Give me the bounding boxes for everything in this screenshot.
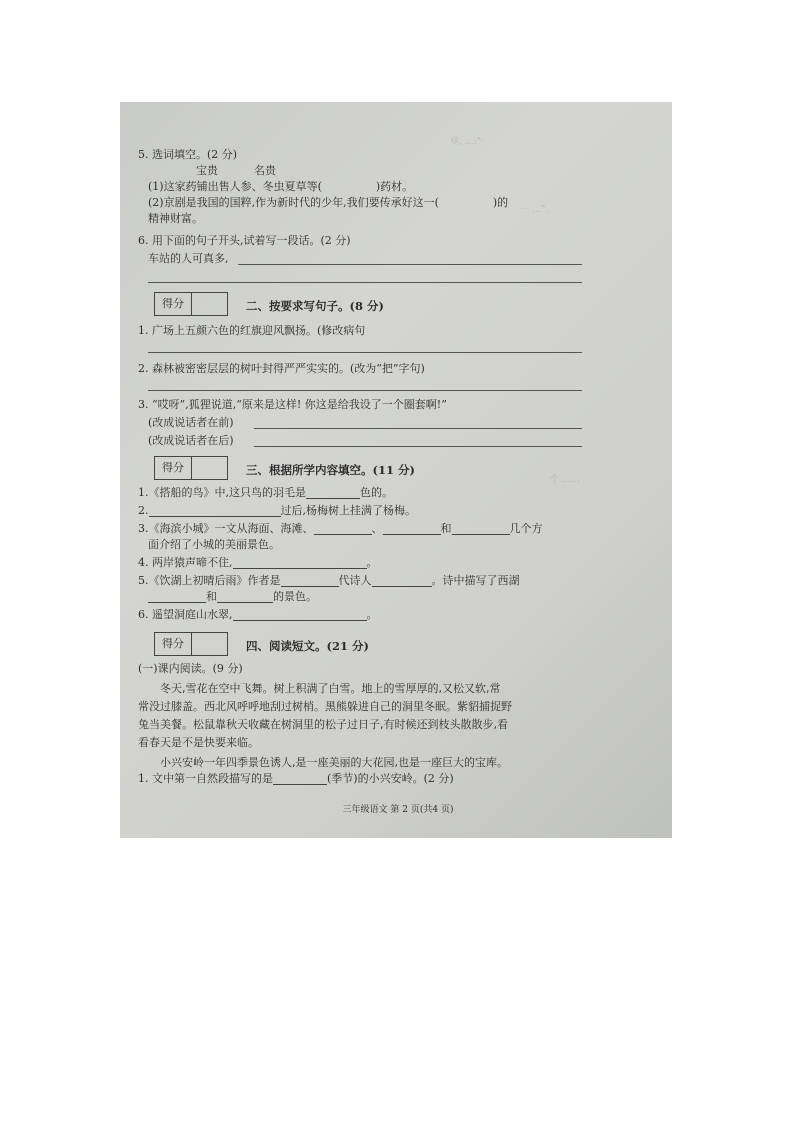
s3-q1: 1.《搭船的鸟》中,这只鸟的羽毛是 色的。 (138, 486, 393, 499)
s4-subheading: (一)课内阅读。(9 分) (138, 662, 243, 675)
s3-q3: 3.《海滨小城》一文从海面、海滩、 、 和 几个方 (138, 522, 543, 535)
s2-q3: 3. “哎呀”,狐狸说道,“原来是这样! 你这是给我设了一个圈套啊!” (138, 398, 447, 411)
s2-q3-prompt-b: (改成说话者在后) (148, 434, 234, 447)
section-2-heading: 二、按要求写句子。(8 分) (246, 299, 384, 313)
s3-q3-cont: 面介绍了小城的美丽景色。 (148, 538, 280, 551)
passage-line-5: 小兴安岭一年四季景色诱人,是一座美丽的大花园,也是一座巨大的宝库。 (160, 756, 508, 769)
score-box-4: 得分 (154, 632, 228, 656)
s3-q5: 5.《饮湖上初晴后雨》作者是 代诗人 。诗中描写了西湖 (138, 574, 520, 587)
s3-q5-blank-3[interactable] (148, 591, 206, 603)
s3-q3-blank-2[interactable] (383, 523, 441, 535)
passage-line-4: 看春天是不是快要来临。 (138, 736, 259, 749)
s3-q3-blank-1[interactable] (314, 523, 372, 535)
s2-q3-prompt-a: (改成说话者在前) (148, 416, 234, 429)
q6-title: 6. 用下面的句子开头,试着写一段话。(2 分) (138, 234, 351, 247)
passage-line-3: 兔当美餐。松鼠靠秋天收藏在树洞里的松子过日子,有时候还到枝头散散步,看 (138, 718, 508, 731)
s2-q1: 1. 广场上五颜六色的红旗迎风飘扬。(修改病句 (138, 324, 366, 337)
s3-q2-blank[interactable] (149, 505, 281, 517)
s2-q1-answer-line[interactable] (148, 352, 582, 353)
s2-q2-answer-line[interactable] (148, 390, 582, 391)
s3-q2: 2. 过后,杨梅树上挂满了杨梅。 (138, 504, 416, 517)
passage-line-2: 常没过膝盖。西北风呼呼地刮过树梢。黑熊躲进自己的洞里冬眠。紫貂捕捉野 (138, 700, 512, 713)
passage-line-1: 冬天,雪花在空中飞舞。树上积满了白雪。地上的雪厚厚的,又松又软,常 (160, 682, 501, 695)
s3-q6: 6. 遥望洞庭山水翠, 。 (138, 608, 378, 621)
q5-title: 5. 选词填空。(2 分) (138, 148, 238, 161)
s3-q5-blank-2[interactable] (372, 575, 432, 587)
s4-q1: 1. 文中第一自然段描写的是 (季节)的小兴安岭。(2 分) (138, 772, 454, 785)
s3-q5-cont: 和 的景色。 (148, 590, 317, 603)
section-4-heading: 四、阅读短文。(21 分) (246, 639, 369, 653)
q5-sentence-2-cont: 精神财富。 (148, 212, 203, 225)
page-footer: 三年级语文 第 2 页(共4 页) (342, 805, 454, 815)
scanned-photo: ·“:… ,岁 .”… 一 …… 个 5. 选词填空。(2 分) 宝贵 名贵 (1)这家药铺出售人参、冬虫夏草等( )药材。 (2)京剧是我国的国粹,作为新时代的少年,我们要传承好这一( )的 精神财富。 6. 用下面的句子开头,试着写一段话。(2 分) 车站的人可真多, 得分 二、按要求写句子。(8 分) 1. 广场上五颜六色的红旗迎风飘扬。(修改病句 2. 森林被密密层层的树叶封得严严实实的。(改为“把”字句) 3. “哎呀”,狐狸说道,“原来是这样! 你这是给我设了一个圈套啊!” (改成说话者在前) (改成说话者在后) 得分 三、根据所学内容填空。(11 分) 1.《搭船的鸟》中,这只鸟的羽毛是 色的。 2. 过后,杨梅树上挂满了杨梅。 3.《海滨小城》一文从海面、海滩、 、 和 几个方 面介绍了小城的美丽景色。 4. 两岸猿声啼不住, 。 5.《饮湖上初晴后雨》作者是 代诗人 。诗中描写了西湖 和 的景色。 6. 遥望洞庭山水翠, 。 得分 四、阅读短文。(21 分) (一)课内阅读。(9 分) 冬天,雪花在空中飞舞。树上积满了白雪。地上的雪厚厚的,又松又软,常 常没过膝盖。西北风呼呼地刮过树梢。黑熊躲进自己的洞里冬眠。紫貂捕捉野 兔当美餐。松鼠靠秋天收藏在树洞里的松子过日子,有时候还到枝头散散步,看 看春天是不是快要来临。 小兴安岭一年四季景色诱人,是一座美丽的大花园,也是一座巨大的宝库。 1. 文中第一自然段描写的是 (季节)的小兴安岭。(2 分) 三年级语文 第 2 页(共4 页) (120, 102, 672, 838)
s3-q1-blank[interactable] (306, 487, 360, 499)
score-box-2: 得分 (154, 292, 228, 316)
s2-q2: 2. 森林被密密层层的树叶封得严严实实的。(改为“把”字句) (138, 362, 425, 375)
q5-sentence-1: (1)这家药铺出售人参、冬虫夏草等( )药材。 (148, 180, 414, 193)
s3-q4: 4. 两岸猿声啼不住, 。 (138, 556, 378, 569)
s3-q4-blank[interactable] (233, 557, 367, 569)
s3-q5-blank-1[interactable] (281, 575, 339, 587)
section-3-heading: 三、根据所学内容填空。(11 分) (246, 463, 415, 477)
q5-sentence-2: (2)京剧是我国的国粹,作为新时代的少年,我们要传承好这一( )的 (148, 196, 509, 209)
s2-q3-answer-line-a[interactable] (254, 428, 582, 429)
s3-q3-blank-3[interactable] (452, 523, 510, 535)
q6-start: 车站的人可真多, (148, 252, 229, 265)
s2-q3-answer-line-b[interactable] (254, 446, 582, 447)
s4-q1-blank[interactable] (273, 773, 327, 785)
q6-answer-line-2[interactable] (148, 282, 582, 283)
exam-page (138, 130, 658, 820)
word-option-2: 名贵 (254, 164, 276, 177)
s3-q5-blank-4[interactable] (217, 591, 273, 603)
q6-answer-line-1[interactable] (238, 264, 582, 265)
score-box-3: 得分 (154, 456, 228, 480)
word-option-1: 宝贵 (196, 164, 218, 177)
s3-q6-blank[interactable] (233, 609, 367, 621)
